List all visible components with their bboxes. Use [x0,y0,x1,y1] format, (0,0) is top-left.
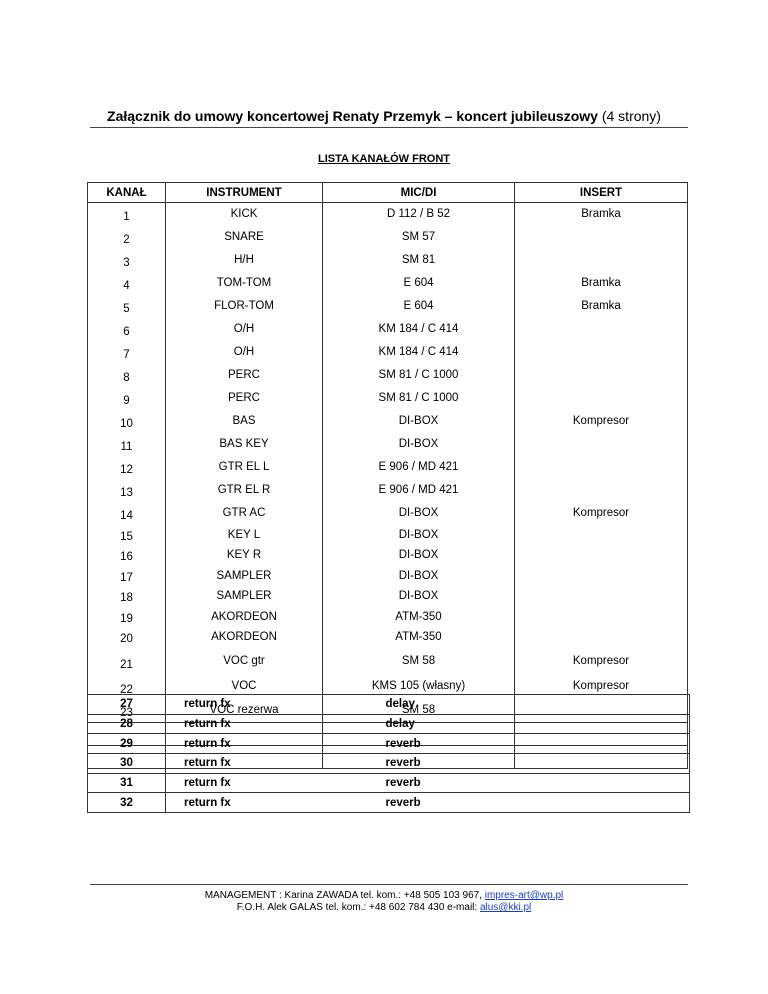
management-email-link[interactable]: impres-art@wp.pl [484,890,564,901]
title-divider [90,127,688,128]
insert-value [515,546,688,567]
channel-row [88,456,688,479]
instrument-name: BAS [166,410,323,433]
fx-source: return fx [166,754,323,774]
title-main: Załącznik do umowy koncertowej Renaty Przemyk – koncert jubileuszowy [107,108,598,124]
fx-row [88,734,690,754]
insert-value: Bramka [515,295,688,318]
channel-table-header [88,183,688,203]
fx-row [88,793,690,813]
channel-row [88,566,688,587]
insert-value [515,387,688,410]
fx-row [88,695,690,715]
channel-number: 18 [88,587,166,608]
channel-row [88,226,688,249]
instrument-name: PERC [166,387,323,410]
fx-effect: delay [323,714,690,734]
channel-number: 22 [88,674,166,699]
channel-number: 13 [88,479,166,502]
fx-channel-number: 32 [88,793,166,813]
channel-row [88,607,688,628]
fx-channel-number: 29 [88,734,166,754]
mic-di: ATM-350 [323,607,515,628]
instrument-name: KICK [166,203,323,227]
header-kanal: KANAŁ [88,183,166,203]
insert-value [515,587,688,608]
channel-row [88,341,688,364]
insert-value: Kompresor [515,410,688,433]
insert-value: Bramka [515,272,688,295]
mic-di: SM 57 [323,226,515,249]
fx-source: return fx [166,793,323,813]
mic-di: DI-BOX [323,433,515,456]
channel-number: 9 [88,387,166,410]
mic-di: KM 184 / C 414 [323,318,515,341]
mic-di: E 906 / MD 421 [323,456,515,479]
instrument-name: AKORDEON [166,607,323,628]
insert-value [515,364,688,387]
insert-value [515,628,688,649]
channel-row [88,364,688,387]
mic-di: ATM-350 [323,628,515,649]
channel-row [88,502,688,525]
instrument-name: KEY L [166,525,323,546]
header-instrument: INSTRUMENT [166,183,323,203]
channel-row [88,203,688,227]
mic-di: SM 81 / C 1000 [323,387,515,410]
fx-source: return fx [166,695,323,715]
insert-value: Kompresor [515,502,688,525]
channel-number: 16 [88,546,166,567]
insert-value [515,318,688,341]
mic-di: SM 81 [323,249,515,272]
insert-value [515,566,688,587]
fx-channel-number: 27 [88,695,166,715]
header-mic: MIC/DI [323,183,515,203]
management-contact: MANAGEMENT : Karina ZAWADA tel. kom.: +48 505 103 967, [204,890,482,901]
instrument-name: SAMPLER [166,566,323,587]
footer-line-management [0,890,768,902]
fx-return-table [87,694,690,813]
instrument-name: AKORDEON [166,628,323,649]
instrument-name: VOC [166,674,323,699]
fx-source: return fx [166,734,323,754]
channel-row [88,272,688,295]
insert-value: Kompresor [515,674,688,699]
mic-di: DI-BOX [323,566,515,587]
instrument-name: VOC gtr [166,648,323,674]
fx-source: return fx [166,773,323,793]
fx-channel-number: 28 [88,714,166,734]
channel-number: 2 [88,226,166,249]
instrument-name: H/H [166,249,323,272]
channel-row [88,628,688,649]
channel-row [88,410,688,433]
mic-di: DI-BOX [323,546,515,567]
channel-number: 7 [88,341,166,364]
mic-di: KM 184 / C 414 [323,341,515,364]
channel-number: 20 [88,628,166,649]
fx-row [88,714,690,734]
channel-row [88,525,688,546]
channel-number: 5 [88,295,166,318]
insert-value: Bramka [515,203,688,227]
channel-number: 3 [88,249,166,272]
section-heading: LISTA KANAŁÓW FRONT [318,153,450,165]
fx-effect: reverb [323,773,690,793]
insert-value [515,525,688,546]
header-insert: INSERT [515,183,688,203]
fx-effect: delay [323,695,690,715]
channel-number: 11 [88,433,166,456]
instrument-name: GTR EL R [166,479,323,502]
mic-di: SM 81 / C 1000 [323,364,515,387]
instrument-name: TOM-TOM [166,272,323,295]
channel-number: 17 [88,566,166,587]
mic-di: SM 58 [323,648,515,674]
mic-di: DI-BOX [323,410,515,433]
channel-number: 15 [88,525,166,546]
channel-number: 4 [88,272,166,295]
channel-number: 10 [88,410,166,433]
channel-row [88,249,688,272]
channel-number: 6 [88,318,166,341]
channel-number: 21 [88,648,166,674]
document-title [0,108,768,124]
mic-di: D 112 / B 52 [323,203,515,227]
insert-value [515,479,688,502]
fx-channel-number: 30 [88,754,166,774]
insert-value [515,456,688,479]
title-suffix: (4 strony) [601,108,661,124]
instrument-name: FLOR-TOM [166,295,323,318]
insert-value [515,607,688,628]
instrument-name: O/H [166,318,323,341]
fx-row [88,773,690,793]
channel-table [87,182,688,769]
instrument-name: BAS KEY [166,433,323,456]
fx-row [88,754,690,774]
fx-effect: reverb [323,793,690,813]
fx-effect: reverb [323,754,690,774]
insert-value [515,249,688,272]
instrument-name: KEY R [166,546,323,567]
channel-number: 8 [88,364,166,387]
channel-number: 23 [88,699,166,723]
channel-number: 12 [88,456,166,479]
instrument-name: GTR AC [166,502,323,525]
footer [0,890,768,914]
insert-value [515,433,688,456]
instrument-name: VOC rezerwa [166,699,323,723]
mic-di: E 906 / MD 421 [323,479,515,502]
instrument-name: PERC [166,364,323,387]
instrument-name: SAMPLER [166,587,323,608]
footer-divider [90,884,688,885]
channel-number: 19 [88,607,166,628]
fx-source: return fx [166,714,323,734]
channel-row [88,587,688,608]
instrument-name: O/H [166,341,323,364]
foh-email-link[interactable]: alus@kki.pl [479,902,532,913]
channel-row [88,433,688,456]
channel-row [88,295,688,318]
mic-di: KMS 105 (własny) [323,674,515,699]
insert-value [515,226,688,249]
mic-di: SM 58 [323,699,515,723]
insert-value [515,341,688,364]
mic-di: E 604 [323,272,515,295]
channel-number: 1 [88,203,166,227]
mic-di: E 604 [323,295,515,318]
fx-effect: reverb [323,734,690,754]
channel-row [88,318,688,341]
channel-number: 14 [88,502,166,525]
mic-di: DI-BOX [323,587,515,608]
foh-contact: F.O.H. Alek GALAS tel. kom.: +48 602 784 430 e-mail: [236,902,478,913]
mic-di: DI-BOX [323,525,515,546]
fx-channel-number: 31 [88,773,166,793]
instrument-name: SNARE [166,226,323,249]
footer-line-foh [0,902,768,914]
channel-row [88,546,688,567]
channel-row [88,387,688,410]
channel-row [88,648,688,674]
insert-value: Kompresor [515,648,688,674]
channel-row [88,479,688,502]
instrument-name: GTR EL L [166,456,323,479]
mic-di: DI-BOX [323,502,515,525]
